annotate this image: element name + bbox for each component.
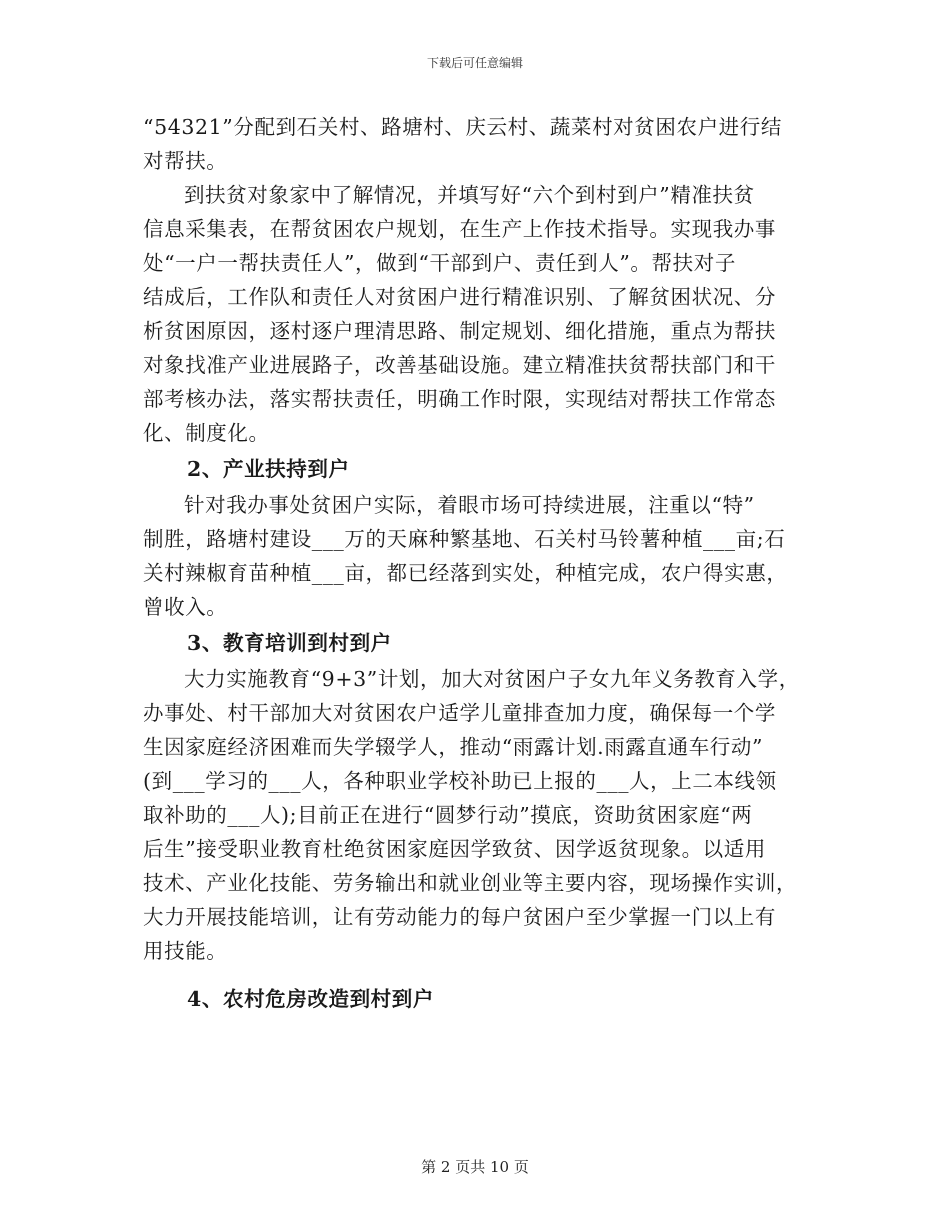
text-line: 到扶贫对象家中了解情况，并填写好“六个到村到户”精准扶贫 xyxy=(184,183,755,207)
text-line: (到___学习的___人，各种职业学校补助已上报的___人，上二本线领 xyxy=(143,769,777,793)
document-body xyxy=(143,110,811,1018)
text-line: 关村辣椒育苗种植___亩，都已经落到实处，种植完成，农户得实惠， xyxy=(143,561,788,585)
text-line: 办事处、村干部加大对贫困农户适学儿童排查加力度，确保每一个学 xyxy=(143,701,776,725)
page-footer: 第 2 页共 10 页 xyxy=(421,1158,529,1176)
text-line: 曾收入。 xyxy=(143,595,228,619)
text-line: 用技能。 xyxy=(143,939,228,963)
text-line: 结成后，工作队和责任人对贫困户进行精准识别、了解贫困状况、分 xyxy=(143,285,776,309)
text-line: 对帮扶。 xyxy=(143,149,228,173)
section-heading-2: 2、产业扶持到户 xyxy=(187,457,350,481)
text-line: “54321”分配到石关村、路塘村、庆云村、蔬菜村对贫困农户进行结 xyxy=(143,115,782,139)
text-line: 大力实施教育“9+3”计划，加大对贫困户子女九年义务教育入学， xyxy=(184,667,800,691)
text-line: 部考核办法，落实帮扶责任，明确工作时限，实现结对帮扶工作常态 xyxy=(143,387,776,411)
text-line: 对象找准产业进展路子，改善基础设施。建立精准扶贫帮扶部门和干 xyxy=(143,353,776,377)
text-line: 针对我办事处贫困户实际，着眼市场可持续进展，注重以“特” xyxy=(184,493,755,517)
text-line: 取补助的___人);目前正在进行“圆梦行动”摸底，资助贫困家庭“两 xyxy=(143,803,753,827)
text-line: 后生”接受职业教育杜绝贫困家庭因学致贫、因学返贫现象。以适用 xyxy=(143,837,766,861)
text-line: 化、制度化。 xyxy=(143,421,270,445)
text-line: 析贫困原因，逐村逐户理清思路、制定规划、细化措施，重点为帮扶 xyxy=(143,319,776,343)
text-line: 生因家庭经济困难而失学辍学人，推动“雨露计划.雨露直通车行动” xyxy=(143,735,764,759)
text-line: 信息采集表，在帮贫困农户规划，在生产上作技术指导。实现我办事 xyxy=(143,217,776,241)
text-line: 大力开展技能培训，让有劳动能力的每户贫困户至少掌握一门以上有 xyxy=(143,905,776,929)
section-heading-4: 4、农村危房改造到村到户 xyxy=(187,987,434,1011)
text-line: 处“一户一帮扶责任人”，做到“干部到户、责任到人”。帮扶对子 xyxy=(143,251,736,275)
section-heading-3: 3、教育培训到村到户 xyxy=(187,631,392,655)
text-line: 制胜，路塘村建设___万的天麻种繁基地、石关村马铃薯种植___亩;石 xyxy=(143,527,786,551)
page-header: 下载后可任意编辑 xyxy=(426,56,523,70)
text-line: 技术、产业化技能、劳务输出和就业创业等主要内容，现场操作实训， xyxy=(143,871,798,895)
